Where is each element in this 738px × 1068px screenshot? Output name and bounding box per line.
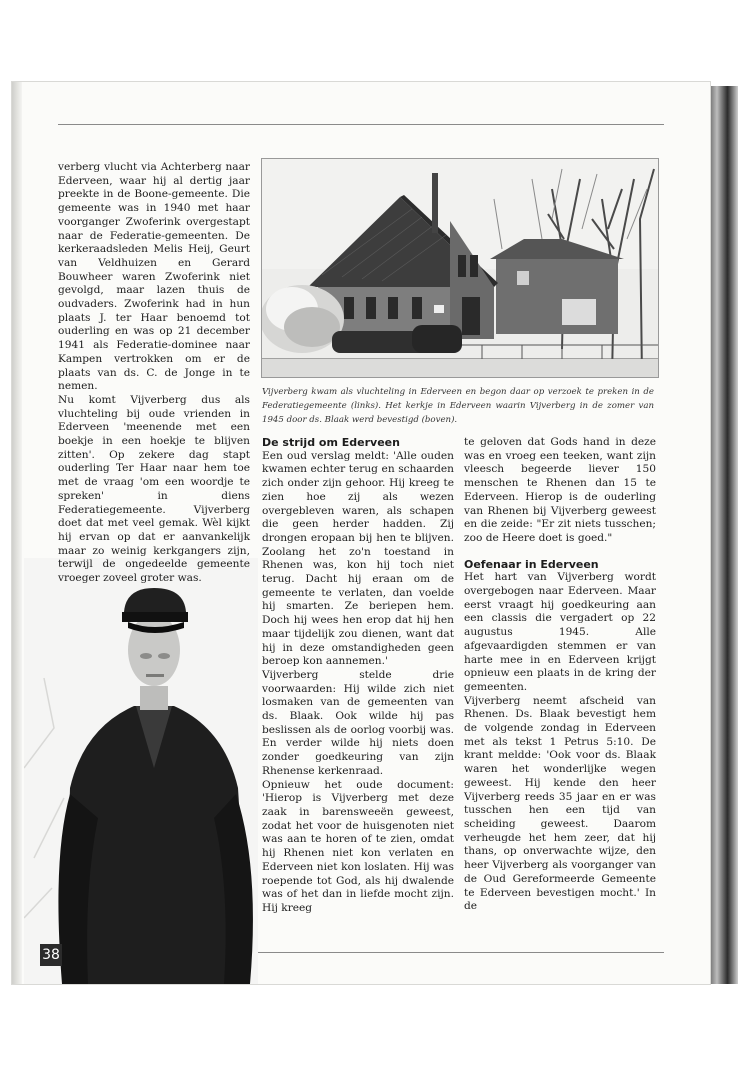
page-number: 38 bbox=[40, 944, 62, 966]
col3-paragraph: te geloven dat Gods hand in deze was en vroeg een teeken, want zijn vleesch begeerde liever 150 menschen te Rhenen dan 15 te Ederveen. Hierop is de ouderling van Rhenen bij Vijverberg geweest en die zeide: "Er zit niets tusschen; zoo de Heere doet is goed." bbox=[464, 436, 656, 544]
col3-paragraph: Vijverberg neemt afscheid van Rhenen. Ds. Blaak bevestigt hem de volgende zondag in Ederveen met als tekst 1 Petrus 5:10. De krant meldde: 'Ook voor ds. Blaak waren het wonderlijke wegen geweest. Hij kende den heer Vijverberg reeds 35 jaar en er was tusschen hen een tijd van scheiding geweest. Daarom verheugde het hem zeer, dat hij thans, op onverwachte wijze, den heer Vijverberg als voorganger van de Oud Gereformeerde Gemeente te Ederveen bevestigen mocht.' In de bbox=[464, 694, 656, 913]
church-photo-art bbox=[262, 159, 658, 377]
section-heading: Oefenaar in Ederveen bbox=[464, 557, 599, 571]
col3-paragraph: Het hart van Vijverberg wordt overgebogen naar Ederveen. Maar eerst vraagt hij goedkeuring aan een classis die vergadert op 22 augustus 1945. Alle afgevaardigden stemmen er van harte mee in en Ederveen krijgt opnieuw een plaats in de kring der gemeenten. bbox=[464, 571, 656, 693]
column-3 bbox=[464, 436, 656, 914]
portrait-photo bbox=[24, 558, 258, 984]
portrait-photo-art bbox=[24, 558, 258, 984]
column-1 bbox=[58, 161, 250, 586]
church-photo bbox=[261, 158, 659, 378]
col1-paragraph: verberg vlucht via Achterberg naar Ederveen, waar hij al dertig jaar preekte in de Boone-gemeente. Die gemeente was in 1940 met haar voorganger Zwoferink overgestapt naar de Federatie-gemeenten. De kerkeraadsleden Melis Heij, Geurt van Veldhuizen en Gerard Bouwheer waren Zwoferink niet gevolgd, maar lazen thuis de oudvaders. Zwoferink had in hun plaats J. ter Haar benoemd tot ouderling en was op 21 december 1941 als Federatie-dominee naar Kampen vertrokken om er de plaats van ds. C. de Jonge in te nemen. bbox=[58, 161, 250, 393]
photo-caption: Vijverberg kwam als vluchteling in Ederveen en begon daar op verzoek te preken in de Federatiegemeente (links). Het kerkje in Ederveen waarin Vijverberg in de zomer van 1945 door ds. Blaak werd bevestigd (boven). bbox=[262, 387, 654, 425]
top-rule bbox=[58, 124, 664, 125]
book-page bbox=[12, 82, 710, 984]
col2-paragraph: Een oud verslag meldt: 'Alle ouden kwamen echter terug en schaarden zich onder zijn gehoor. Hij kreeg te zien hoe zij als wezen overgebleven waren, als schapen die geen herder hadden. Zij drongen eropaan bij hen te blijven. Zoolang het zo'n toestand in Rhenen was, kon hij toch niet terug. Dacht hij eraan om de gemeente te verlaten, dan voelde hij smarten. Ze beriepen hem. Doch hij wees hen erop dat hij hen maar tijdelijk zou dienen, want dat hij in deze omstandigheden geen beroep kon aannemen.' bbox=[262, 449, 454, 668]
col1-paragraph: Nu komt Vijverberg dus als vluchteling bij oude vrienden in Ederveen 'meenende met een boekje in een hoekje te blijven zitten'. Op zekere dag stapt ouderling Ter Haar naar hem toe met de vraag 'om een woordje te spreken' in diens Federatiegemeente. Vijverberg doet dat met veel gemak. Wèl kijkt hij ervan op dat er aanvankelijk maar zo weinig kerkgangers zijn, terwijl de ongedeelde gemeente vroeger zoveel groter was. bbox=[58, 393, 250, 585]
column-2 bbox=[262, 436, 454, 916]
col2-paragraph: Vijverberg stelde drie voorwaarden: Hij wilde zich niet losmaken van de gemeenten van ds. Blaak. Ook wilde hij pas beslissen als de oorlog voorbij was. En verder wilde hij niets doen zonder goedkeuring van zijn Rhenense kerkenraad. bbox=[262, 668, 454, 777]
section-heading: De strijd om Ederveen bbox=[262, 436, 400, 449]
page-spine-shadow bbox=[12, 82, 22, 984]
col2-paragraph: Opnieuw het oude document: 'Hierop is Vijverberg met deze zaak in barensweeën geweest, zodat het voor de huisgenoten niet was aan te horen of te zien, omdat hij Rhenen niet kon verlaten en Ederveen niet kon loslaten. Hij was roepende tot God, als hij dwalende was of het dan in liefde mocht zijn. Hij kreeg bbox=[262, 778, 454, 914]
